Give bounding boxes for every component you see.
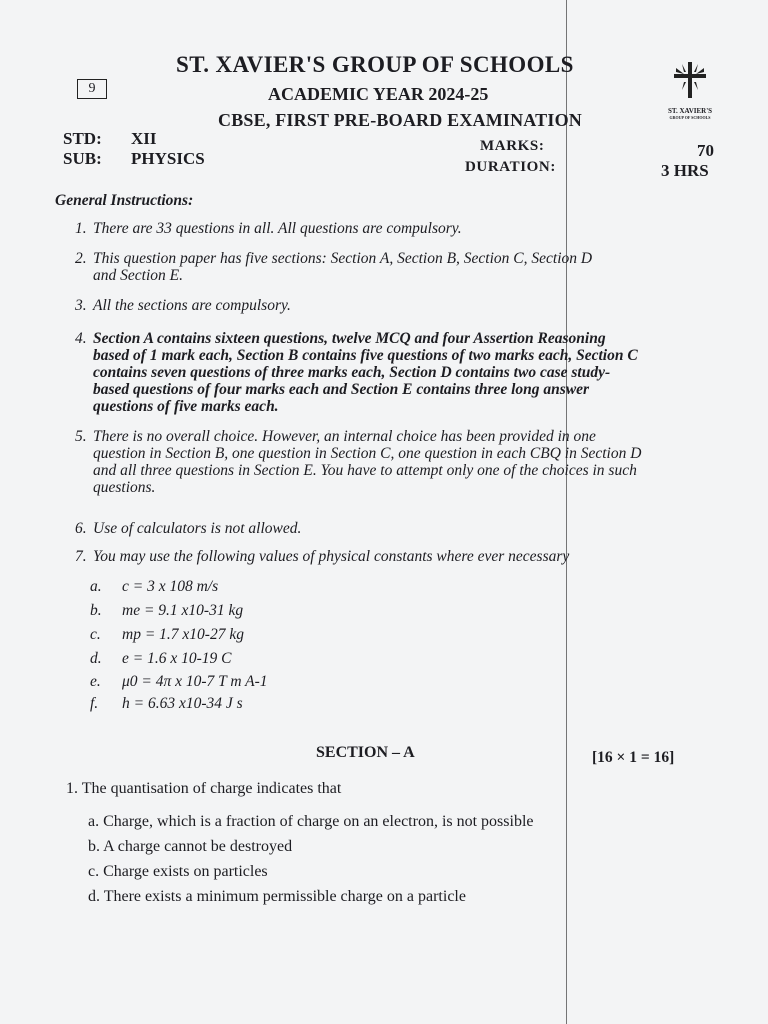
question-1-option-b: b. A charge cannot be destroyed — [88, 838, 293, 855]
constant-item — [90, 673, 268, 691]
instruction-number: 7. — [75, 548, 87, 565]
question-1-option-c: c. Charge exists on particles — [88, 863, 268, 880]
constant-item — [90, 695, 243, 713]
duration-label: DURATION: — [465, 159, 556, 175]
constant-letter: a. — [90, 578, 102, 595]
instruction-text: This question paper has five sections: Section A, Section B, Section C, Section D and Section E. — [93, 250, 593, 284]
page-fold-line — [566, 0, 567, 1024]
paper-code-box: 9 — [77, 79, 107, 99]
instruction-number: 6. — [75, 520, 87, 537]
constant-item — [90, 650, 231, 668]
section-a-marks: [16 × 1 = 16] — [592, 749, 675, 766]
constant-letter: d. — [90, 650, 102, 667]
instruction-text: There are 33 questions in all. All questions are compulsory. — [93, 220, 462, 237]
sub-label: SUB: — [63, 149, 102, 168]
instruction-item — [75, 220, 655, 237]
std-value: XII — [131, 129, 157, 148]
constant-item — [90, 626, 244, 644]
constant-item — [90, 578, 218, 596]
instruction-text: Use of calculators is not allowed. — [93, 520, 302, 537]
exam-name: CBSE, FIRST PRE-BOARD EXAMINATION — [218, 110, 582, 130]
instruction-number: 3. — [75, 297, 87, 314]
school-logo — [660, 60, 720, 120]
sub-value: PHYSICS — [131, 149, 205, 168]
instruction-item — [75, 250, 595, 284]
constant-letter: e. — [90, 673, 101, 690]
school-name: ST. XAVIER'S GROUP OF SCHOOLS — [176, 52, 574, 77]
constant-value: mp = 1.7 x10-27 kg — [122, 626, 244, 643]
question-1-text: 1. The quantisation of charge indicates that — [66, 780, 342, 797]
academic-year: ACADEMIC YEAR 2024-25 — [268, 84, 489, 104]
logo-subtext: GROUP OF SCHOOLS — [669, 115, 711, 120]
instruction-item — [75, 330, 643, 415]
constant-letter: f. — [90, 695, 99, 712]
instruction-text: There is no overall choice. However, an internal choice has been provided in one question in Section B, one question in Section C, one question in each CBQ in Section D and all three questions in Section E. You have to attempt only one of the choices in such questions. — [93, 428, 642, 496]
constant-letter: b. — [90, 602, 102, 619]
logo-text: ST. XAVIER'S — [667, 107, 713, 115]
instruction-number: 4. — [75, 330, 87, 347]
instruction-number: 2. — [75, 250, 87, 267]
marks-label: MARKS: — [480, 138, 545, 154]
constant-value: me = 9.1 x10-31 kg — [122, 602, 244, 619]
question-1-option-d: d. There exists a minimum permissible charge on a particle — [88, 888, 466, 905]
instruction-text: Section A contains sixteen questions, twelve MCQ and four Assertion Reasoning based of 1 mark each, Section B contains five questions of two marks each, Section C contains seven questions of three marks each, Section D contains two case study-based questions of four marks each and Section E contains three long answer questions of five marks each. — [93, 330, 638, 415]
constant-letter: c. — [90, 626, 101, 643]
instruction-item — [75, 548, 655, 565]
section-a-title: SECTION – A — [316, 744, 415, 761]
instruction-text: You may use the following values of physical constants where ever necessary — [93, 548, 570, 565]
constant-value: μ0 = 4π x 10-7 T m A-1 — [122, 673, 268, 690]
instruction-number: 5. — [75, 428, 87, 445]
general-instructions-title: General Instructions: — [55, 192, 194, 209]
instruction-item — [75, 297, 655, 314]
instruction-item — [75, 428, 645, 496]
cross-emblem-icon — [672, 60, 708, 100]
duration-value: 3 HRS — [661, 161, 709, 180]
question-1-option-a: a. Charge, which is a fraction of charge on an electron, is not possible — [88, 813, 534, 830]
instruction-number: 1. — [75, 220, 87, 237]
instruction-text: All the sections are compulsory. — [93, 297, 291, 314]
std-label: STD: — [63, 129, 102, 148]
constant-value: h = 6.63 x10-34 J s — [122, 695, 243, 712]
instruction-item — [75, 520, 655, 537]
constant-value: c = 3 x 108 m/s — [122, 578, 219, 595]
constant-item — [90, 602, 243, 620]
constant-value: e = 1.6 x 10-19 C — [122, 650, 232, 667]
marks-value: 70 — [697, 141, 714, 160]
